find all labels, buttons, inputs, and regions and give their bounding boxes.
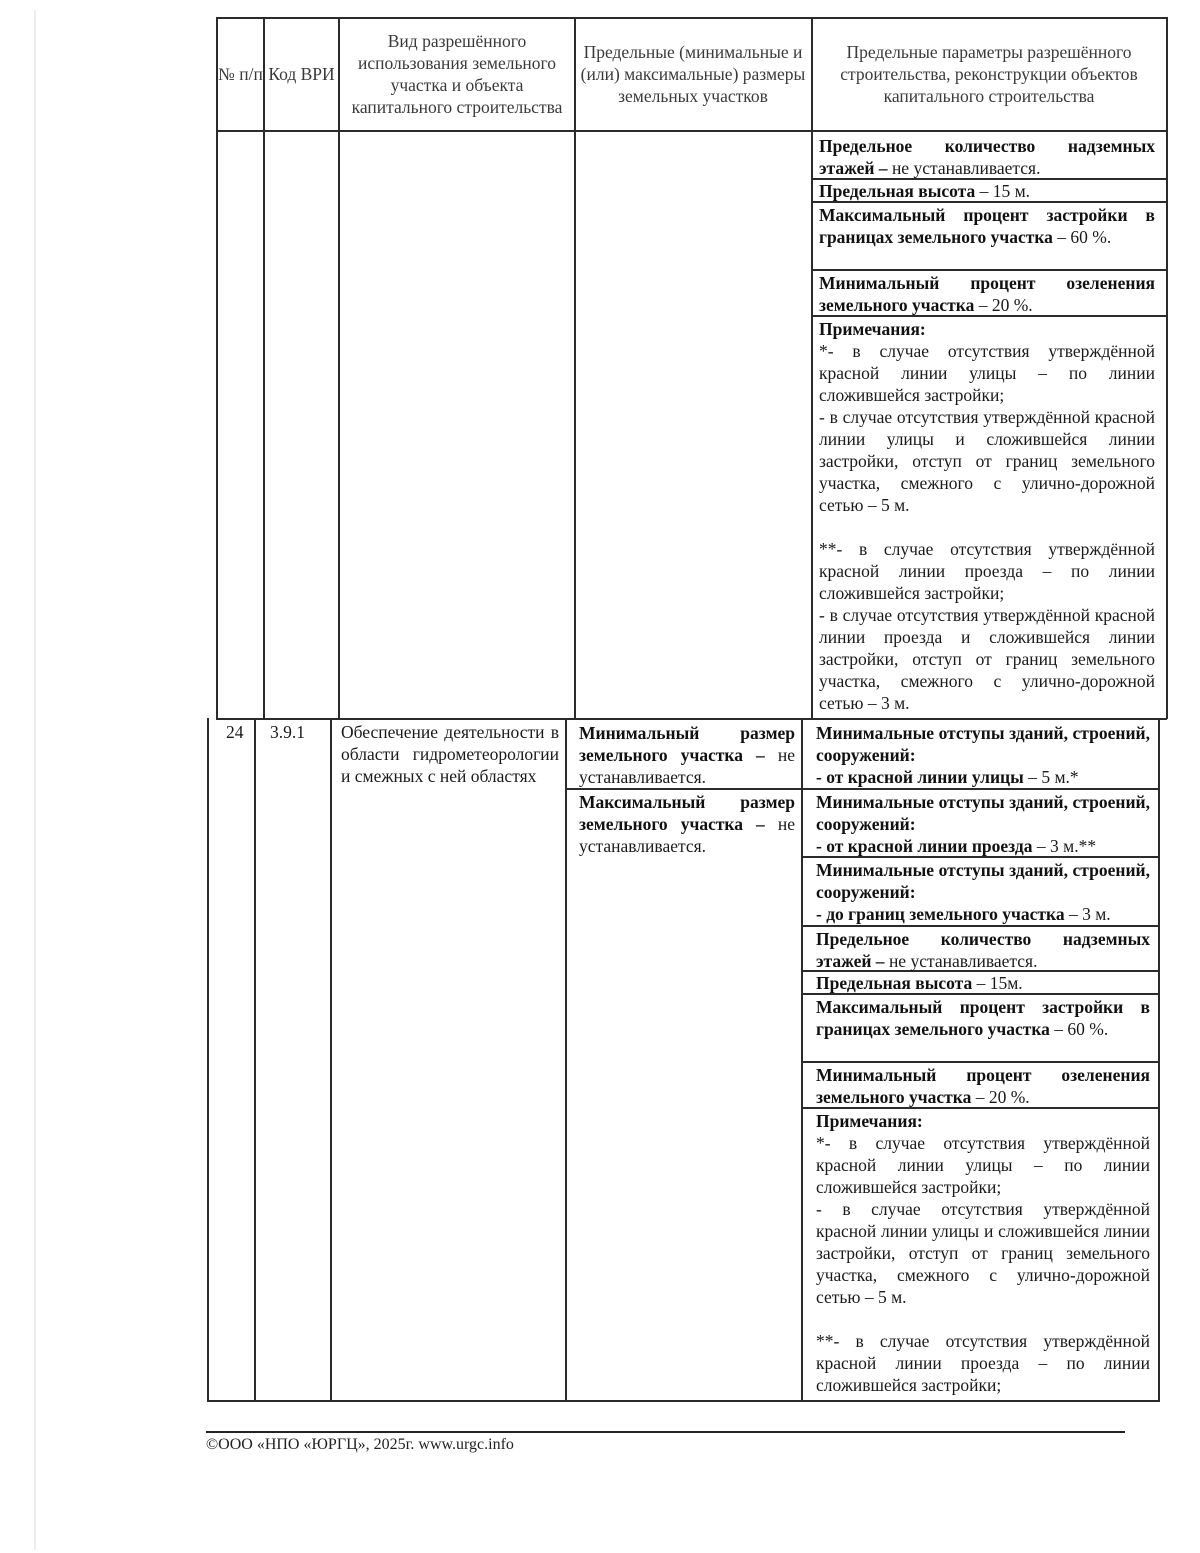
table-bottom-border [207,1400,1160,1402]
col-line-4-lower [801,718,803,1401]
cell-border [801,1061,1159,1063]
col-line-0-lower [207,718,209,1401]
cont-build-pct: Максимальный процент застройки в границах земельного участка – 60 %. [819,205,1155,247]
cell-border [811,269,1167,271]
col-line-5-lower [1158,718,1160,1401]
min-plot-size: Минимальный размер земельного участка – не устанавливается. [579,723,795,787]
col-line-3-lower [565,718,567,1401]
row-code: 3.9.1 [270,722,305,742]
col-line-4-upper [811,17,813,719]
col-line-3-upper [574,17,576,719]
col-line-5-upper [1166,17,1168,719]
notes: Примечания: *- в случае отсутствия утверждённой красной линии улицы – по линии сложившейся застройки; - в случае отсутствия утверждённой красной линии улицы и сложившейся линии застройки, отступ от границ земельного участка, смежного с улично-дорожной сетью – 5 м. **- в случае отсутствия утверждённой красной линии проезда – по линии сложившейся застройки; [816,1111,1150,1395]
cont-green-pct: Минимальный процент озеленения земельного участка – 20 %. [819,273,1155,315]
note: - в случае отсутствия утверждённой красной линии улицы и сложившейся линии застройки, отступ от границ земельного участка, смежного с улично-дорожной сетью – 5 м. [819,407,1155,515]
row-divider [216,718,1167,720]
header-bottom-border [216,130,1167,132]
note: **- в случае отсутствия утверждённой красной линии проезда – по линии сложившейся застройки; [816,1331,1150,1395]
offset-boundary: Минимальные отступы зданий, строений, сооружений: - до границ земельного участка – 3 м. [816,860,1150,924]
scan-edge [34,10,36,1550]
offset-passage: Минимальные отступы зданий, строений, сооружений: - от красной линии проезда – 3 м.** [816,792,1150,856]
header-num: № п/п [218,64,263,84]
cont-floors: Предельное количество надземных этажей – не устанавливается. [819,136,1155,178]
header-sizes: Предельные (минимальные и (или) максимальные) размеры земельных участков [580,42,806,106]
cont-height: Предельная высота – 15 м. [819,181,1031,201]
footer-copyright: ©ООО «НПО «ЮРГЦ», 2025г. www.urgc.info [206,1436,514,1453]
row-vri: Обеспечение деятельности в области гидрометеорологии и смежных с ней областях [341,722,559,786]
note: *- в случае отсутствия утверждённой красной линии улицы – по линии сложившейся застройки; [816,1133,1150,1197]
note: - в случае отсутствия утверждённой красной линии проезда и сложившейся линии застройки, отступ от границ земельного участка, смежного с улично-дорожной сетью – 3 м. [819,605,1155,713]
cell-border [801,788,1159,790]
col-line-2-upper [338,17,340,719]
col-line-1-lower [254,718,256,1401]
cell-border [565,788,802,790]
header-code: Код ВРИ [268,64,335,84]
green-pct: Минимальный процент озеленения земельного участка – 20 %. [816,1065,1150,1107]
row-num: 24 [226,722,244,742]
floors: Предельное количество надземных этажей – не устанавливается. [816,929,1150,971]
col-line-2-lower [330,718,332,1401]
build-pct: Максимальный процент застройки в границах земельного участка – 60 %. [816,997,1150,1039]
cont-notes: Примечания: *- в случае отсутствия утверждённой красной линии улицы – по линии сложившейся застройки; - в случае отсутствия утверждённой красной линии улицы и сложившейся линии застройки, отступ от границ земельного участка, смежного с улично-дорожной сетью – 5 м. **- в случае отсутствия утверждённой красной линии проезда – по линии сложившейся застройки; - в случае отсутствия утверждённой красной линии проезда и сложившейся линии застройки, отступ от границ земельного участка, смежного с улично-дорожной сетью – 3 м. [819,319,1155,713]
height: Предельная высота – 15м. [816,973,1023,993]
max-plot-size: Максимальный размер земельного участка – не устанавливается. [579,792,795,856]
footer-rule [206,1431,1125,1433]
note: **- в случае отсутствия утверждённой красной линии проезда – по линии сложившейся застройки; [819,539,1155,603]
note: - в случае отсутствия утверждённой красной линии улицы и сложившейся линии застройки, отступ от границ земельного участка, смежного с улично-дорожной сетью – 5 м. [816,1199,1150,1307]
header-vri: Вид разрешённого использования земельного участка и объекта капитального строительства [351,31,563,117]
note: *- в случае отсутствия утверждённой красной линии улицы – по линии сложившейся застройки; [819,341,1155,405]
offset-street: Минимальные отступы зданий, строений, сооружений: - от красной линии улицы – 5 м.* [816,723,1150,787]
cell-border [801,925,1159,927]
header-params: Предельные параметры разрешённого строительства, реконструкции объектов капитального строительства [840,42,1138,106]
